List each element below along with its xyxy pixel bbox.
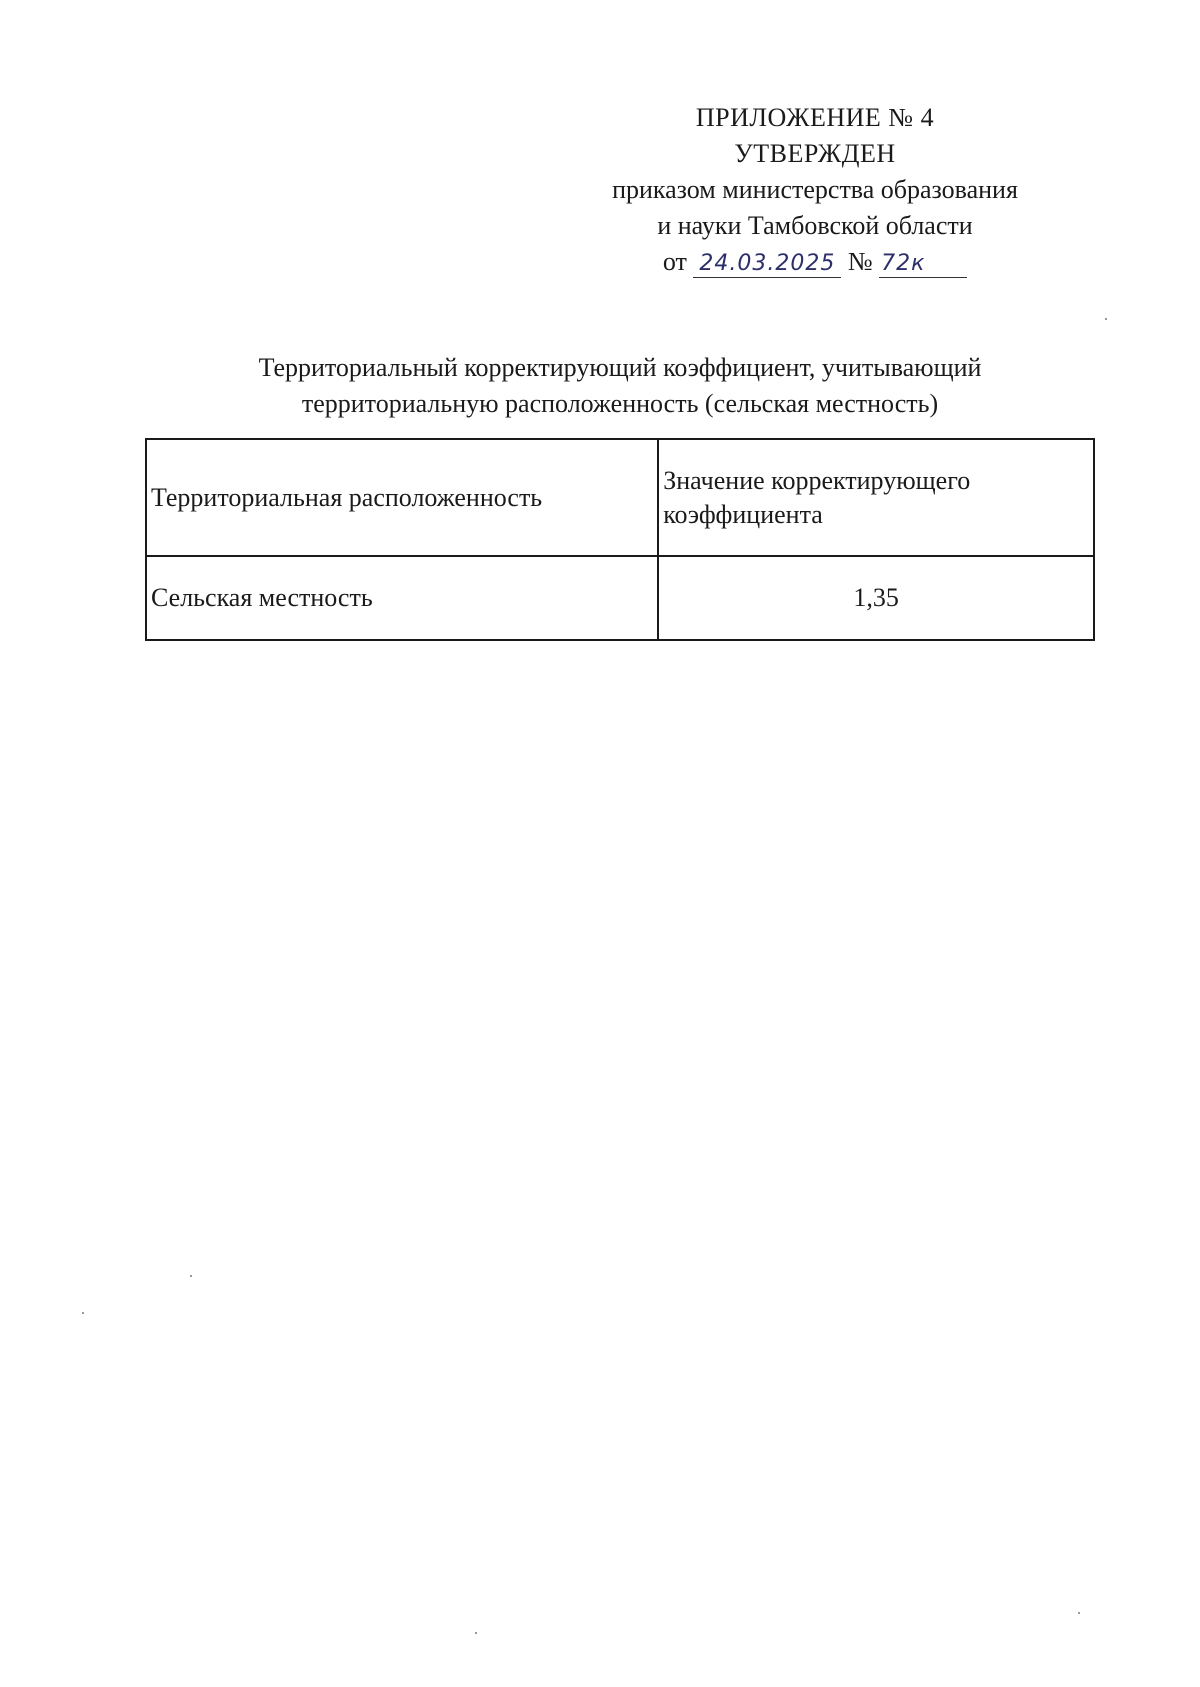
number-sign: № — [847, 247, 873, 276]
order-date-line — [560, 244, 1070, 280]
approval-header — [560, 100, 1070, 280]
handwritten-order-number: 72к — [879, 251, 967, 278]
appendix-label: ПРИЛОЖЕНИЕ № 4 — [695, 103, 935, 132]
scan-speck — [1105, 318, 1107, 320]
scan-speck — [190, 1275, 192, 1277]
document-title — [145, 350, 1095, 422]
column-header-coefficient: Значение корректирующего коэффициента — [658, 439, 1094, 556]
scan-speck — [1078, 1612, 1080, 1614]
date-prefix: от — [662, 247, 687, 276]
order-issuer-line-1: приказом министерства образования — [612, 175, 1018, 204]
table-row — [146, 556, 1094, 640]
scan-speck — [475, 1632, 477, 1634]
scan-speck — [82, 1312, 84, 1314]
column-header-location: Территориальная расположенность — [146, 439, 658, 556]
order-issuer-line-2: и науки Тамбовской области — [657, 211, 973, 240]
document-title-line-1: Территориальный корректирующий коэффициент, учитывающий — [258, 353, 982, 382]
handwritten-date: 24.03.2025 — [693, 251, 841, 278]
cell-coefficient-value: 1,35 — [658, 556, 1094, 640]
coefficient-table — [145, 438, 1095, 641]
cell-location: Сельская местность — [146, 556, 658, 640]
approved-label: УТВЕРЖДЕН — [734, 139, 896, 168]
table-header-row — [146, 439, 1094, 556]
document-title-line-2: территориальную расположенность (сельская местность) — [301, 389, 939, 418]
